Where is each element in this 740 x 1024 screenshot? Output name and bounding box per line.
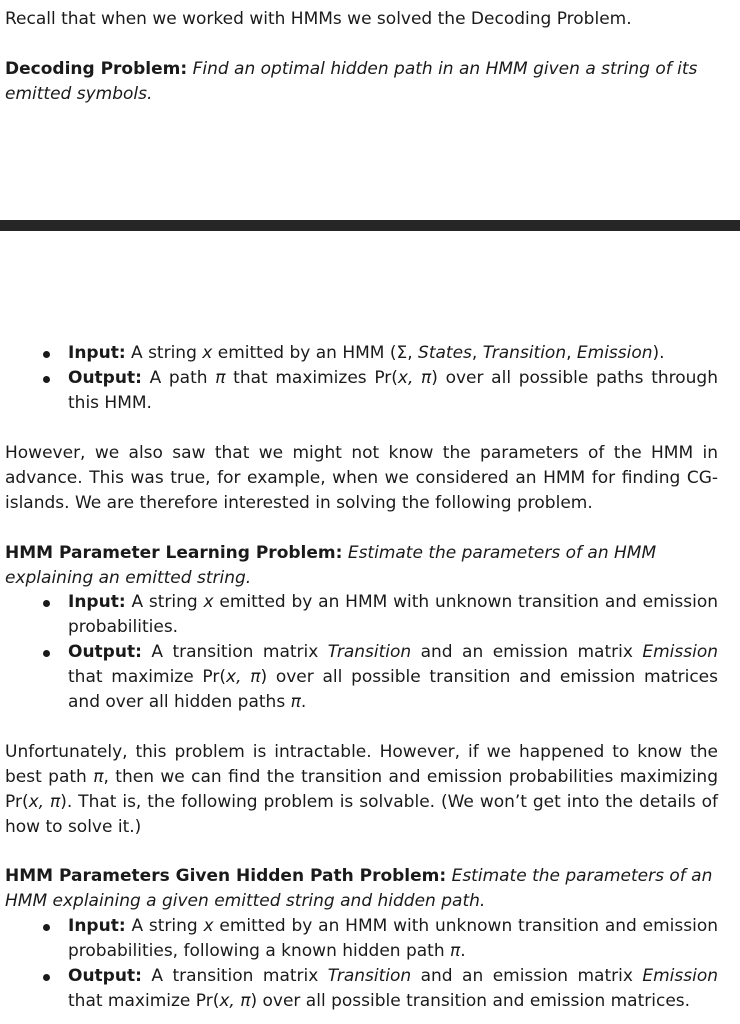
decoding-input-item: Input: A string x emitted by an HMM (Σ, States, Transition, Emission).: [68, 341, 718, 366]
bullet-icon: [43, 351, 50, 358]
decoding-output-item: Output: A path π that maximizes Pr(x, π) over all possible paths through this HMM.: [68, 366, 718, 416]
bullet-icon: [43, 924, 50, 931]
learning-definition: Estimate the parameters of an HMM explaining an emitted string.: [5, 543, 657, 588]
however-paragraph: However, we also saw that we might not know the parameters of the HMM in advance. This was true, for example, when we considered an HMM for finding CG-islands. We are therefore interested in solving the following problem.: [5, 443, 718, 513]
given-path-problem: [5, 864, 718, 914]
decoding-definition: Find an optimal hidden path in an HMM given a string of its emitted symbols.: [5, 59, 698, 104]
section-divider: [0, 220, 740, 231]
learning-label: HMM Parameter Learning Problem:: [5, 543, 343, 563]
bullet-icon: [43, 650, 50, 657]
decoding-problem: [5, 57, 718, 107]
given-path-input-item: Input: A string x emitted by an HMM with unknown transition and emission probabilities, following a known hidden path π.: [68, 914, 718, 964]
bullet-icon: [43, 974, 50, 981]
learning-io-list: [68, 590, 718, 715]
bullet-icon: [43, 600, 50, 607]
decoding-io-list: [68, 341, 718, 416]
learning-output-item: Output: A transition matrix Transition and an emission matrix Emission that maximize Pr(x, π) over all possible transition and emission matrices and over all hidden paths π.: [68, 640, 718, 715]
given-path-io-list: [68, 914, 718, 1014]
unfortunately-paragraph: Unfortunately, this problem is intractable. However, if we happened to know the best path π, then we can find the transition and emission probabilities maximizing Pr(x, π). That is, the following problem is solvable. (We won’t get into the details of how to solve it.): [5, 742, 719, 837]
bullet-icon: [43, 376, 50, 383]
given-path-definition: Estimate the parameters of an HMM explaining a given emitted string and hidden path.: [5, 866, 713, 911]
intro-text: Recall that when we worked with HMMs we solved the Decoding Problem.: [5, 9, 632, 29]
decoding-label: Decoding Problem:: [5, 59, 188, 79]
learning-problem: [5, 541, 718, 591]
given-path-label: HMM Parameters Given Hidden Path Problem:: [5, 866, 447, 886]
given-path-output-item: Output: A transition matrix Transition and an emission matrix Emission that maximize Pr(x, π) over all possible transition and emission matrices.: [68, 964, 718, 1014]
learning-input-item: Input: A string x emitted by an HMM with unknown transition and emission probabilities.: [68, 590, 718, 640]
